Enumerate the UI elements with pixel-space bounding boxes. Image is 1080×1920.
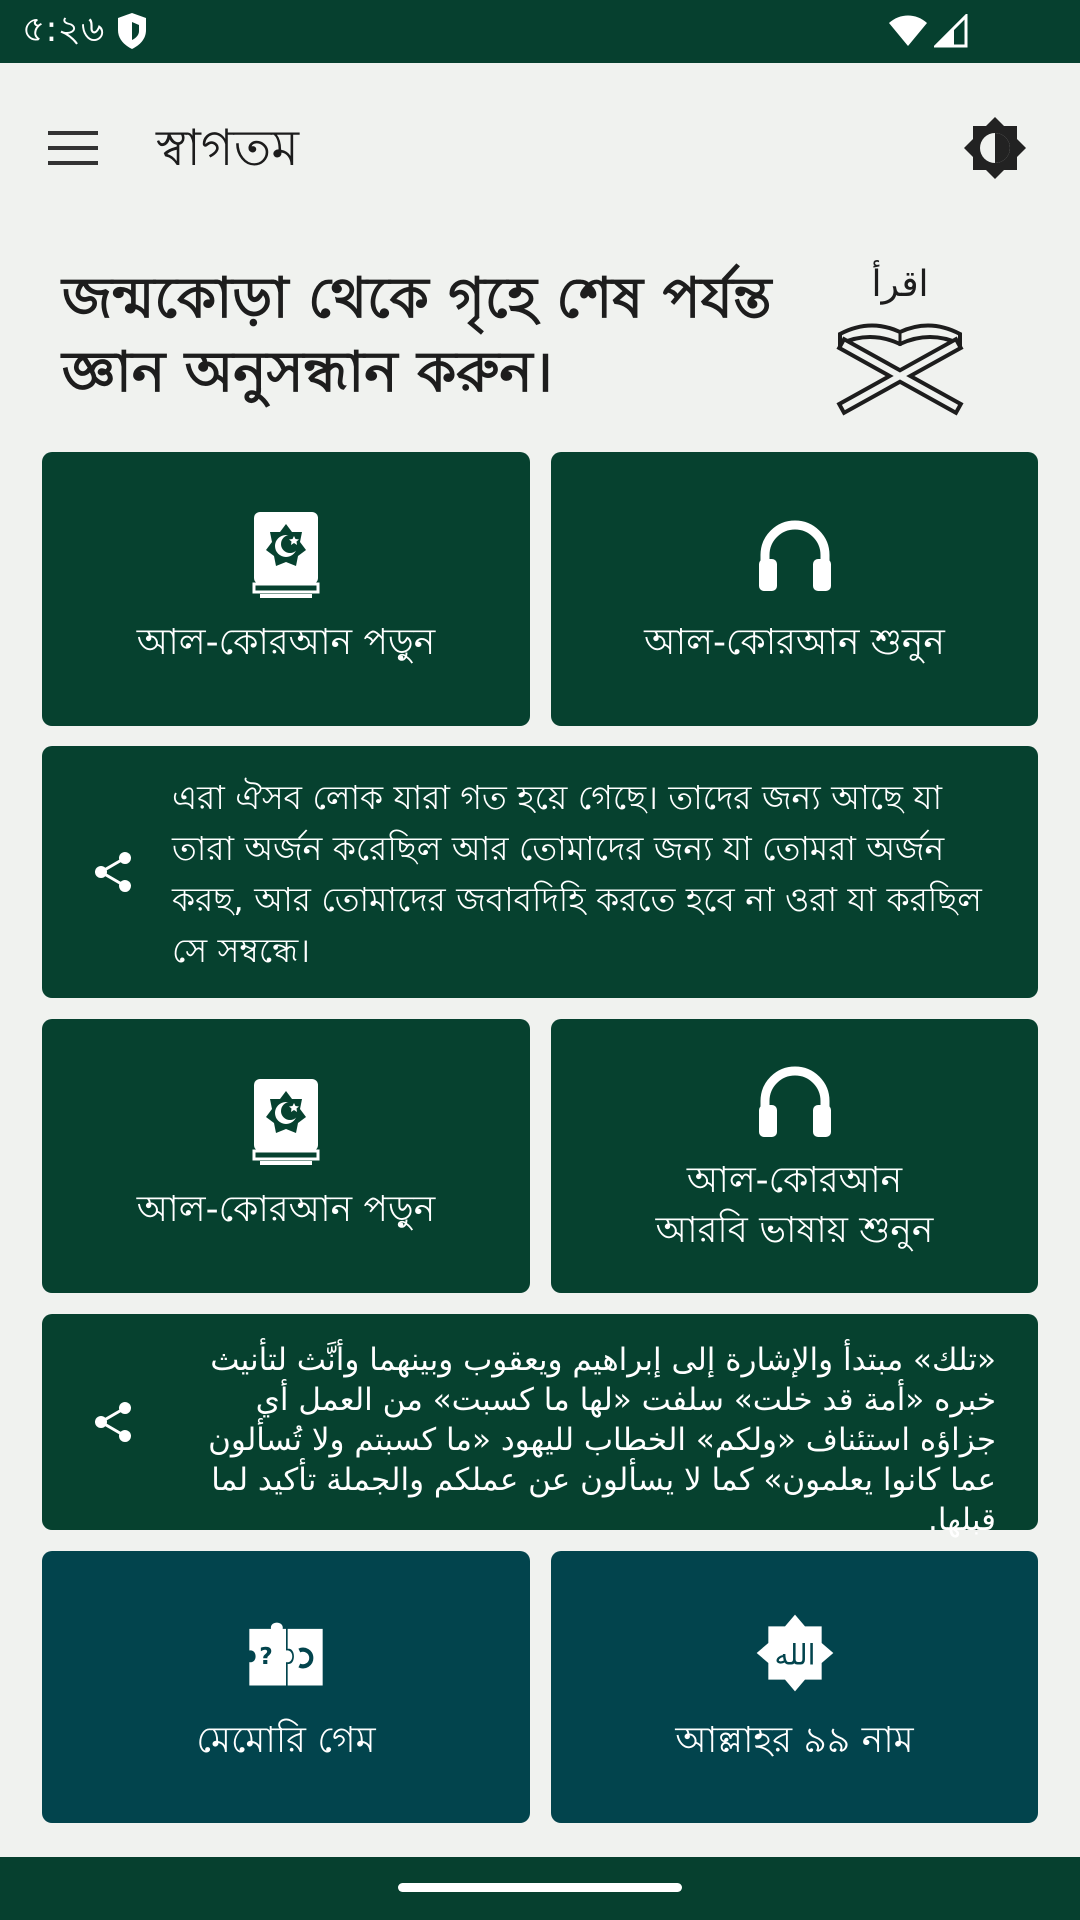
- brightness-toggle-icon: [962, 115, 1028, 181]
- puzzle-icon: [246, 1608, 326, 1698]
- app-bar: [0, 63, 1080, 231]
- tile-label-line2: আরবি ভাষায় শুনুন: [655, 1210, 934, 1251]
- headphones-icon: [755, 510, 835, 600]
- allah-99-names-tile[interactable]: [551, 1551, 1038, 1823]
- read-quran-tile-2[interactable]: [42, 1019, 530, 1293]
- verse-card-bengali: [42, 746, 1038, 998]
- svg-text:الله: الله: [773, 1638, 816, 1672]
- svg-text:?: ?: [259, 1641, 273, 1670]
- verse-text-arabic: «تلك» مبتدأ والإشارة إلى إبراهيم ويعقوب وبينهما وأنَّث لتأنيث خبره «أمة قد خلت» سلفت «لها ما كسبت» من العمل أي جزاؤه استئناف «ولكم» الخطاب لليهود «ما كسبتم ولا تُسألون عما كانوا يعلمون» كما لا يسألون عن عملكم والجملة تأكيد لما قبلها.: [208, 1342, 996, 1538]
- tile-label: আল্লাহর ৯৯ নাম: [675, 1720, 914, 1761]
- theme-toggle-button[interactable]: [958, 111, 1032, 185]
- home-indicator[interactable]: [398, 1883, 682, 1892]
- quran-book-icon: [246, 1077, 326, 1167]
- status-bar: [0, 0, 1080, 63]
- tile-label: আল-কোরআন পড়ুন: [136, 622, 436, 663]
- hamburger-menu-icon: [48, 129, 98, 167]
- read-quran-tile[interactable]: [42, 452, 530, 726]
- verse-card-arabic: [42, 1314, 1038, 1538]
- svg-text:اقرأ: اقرأ: [871, 264, 929, 305]
- system-navigation-bar: [0, 1857, 1080, 1920]
- tile-label: আল-কোরআন পড়ুন: [136, 1189, 436, 1230]
- share-icon: [93, 1400, 133, 1444]
- tile-label: মেমোরি গেম: [196, 1720, 376, 1761]
- allah-names-icon: [755, 1608, 835, 1698]
- verse-text-bengali: এরা ঐসব লোক যারা গত হয়ে গেছে। তাদের জন্য আছে যা তারা অর্জন করেছিল আর তোমাদের জন্য যা তোমরা অর্জন করছ, আর তোমাদের জবাবদিহি করতে হবে না ওরা যা করছিল সে সম্বন্ধে।: [172, 778, 982, 970]
- quran-book-icon: [246, 510, 326, 600]
- shield-icon: [116, 12, 148, 50]
- listen-quran-tile[interactable]: [551, 452, 1038, 726]
- headphones-icon: [755, 1056, 835, 1146]
- tile-label-line1: আল-কোরআন: [686, 1160, 903, 1201]
- share-icon: [93, 850, 133, 894]
- hero-headline: জন্মকোড়া থেকে গৃহে শেষ পর্যন্ত জ্ঞান অনুসন্ধান করুন।: [62, 266, 772, 405]
- tile-label: আল-কোরআন শুনুন: [644, 622, 945, 663]
- menu-button[interactable]: [40, 115, 106, 181]
- status-time: ৫:২৬: [22, 9, 105, 50]
- listen-quran-arabic-tile[interactable]: [551, 1019, 1038, 1293]
- page-title: স্বাগতম: [156, 119, 299, 177]
- share-button[interactable]: [88, 1397, 138, 1447]
- cellular-signal-icon: [934, 14, 968, 48]
- wifi-icon: [888, 14, 928, 48]
- memory-game-tile[interactable]: [42, 1551, 530, 1823]
- quran-on-stand-icon: [820, 256, 980, 416]
- share-button[interactable]: [88, 847, 138, 897]
